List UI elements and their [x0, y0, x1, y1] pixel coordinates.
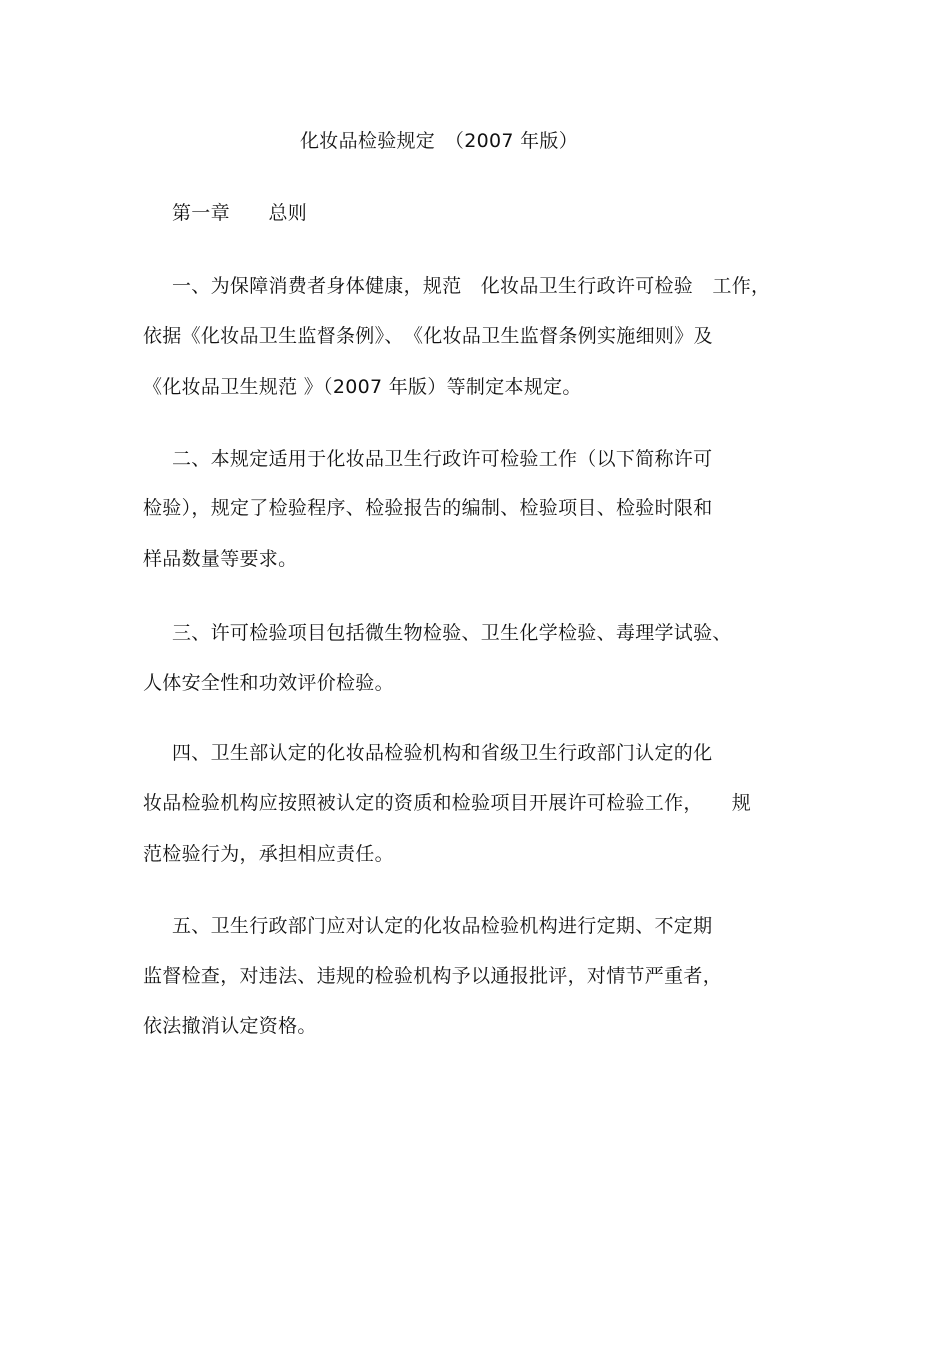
paragraph-1-line-3: 《化妆品卫生规范 》（2007 年版）等制定本规定。	[143, 376, 582, 398]
document-title: 化妆品检验规定 （2007 年版）	[300, 130, 578, 152]
paragraph-5-line-2: 监督检查，对违法、违规的检验机构予以通报批评，对情节严重者，	[143, 965, 723, 987]
paragraph-2-line-1: 二、本规定适用于化妆品卫生行政许可检验工作（以下简称许可	[172, 448, 713, 470]
paragraph-2-line-3: 样品数量等要求。	[143, 548, 298, 570]
paragraph-1-line-2: 依据《化妆品卫生监督条例》、 《化妆品卫生监督条例实施细则》及	[143, 325, 713, 347]
paragraph-4-line-1: 四、卫生部认定的化妆品检验机构和省级卫生行政部门认定的化	[172, 742, 713, 764]
chapter-heading: 第一章 总则	[172, 202, 308, 224]
paragraph-4-line-2: 妆品检验机构应按照被认定的资质和检验项目开展许可检验工作， 规	[143, 792, 752, 814]
paragraph-5-line-3: 依法撤消认定资格。	[143, 1015, 317, 1037]
paragraph-5-line-1: 五、卫生行政部门应对认定的化妆品检验机构进行定期、不定期	[172, 915, 713, 937]
paragraph-2-line-2: 检验），规定了检验程序、检验报告的编制、检验项目、检验时限和	[143, 497, 713, 519]
paragraph-4-line-3: 范检验行为，承担相应责任。	[143, 843, 394, 865]
paragraph-3-line-2: 人体安全性和功效评价检验。	[143, 672, 394, 694]
paragraph-1-line-1: 一、为保障消费者身体健康，规范 化妆品卫生行政许可检验 工作，	[172, 275, 771, 297]
paragraph-3-line-1: 三、许可检验项目包括微生物检验、卫生化学检验、毒理学试验、	[172, 622, 732, 644]
